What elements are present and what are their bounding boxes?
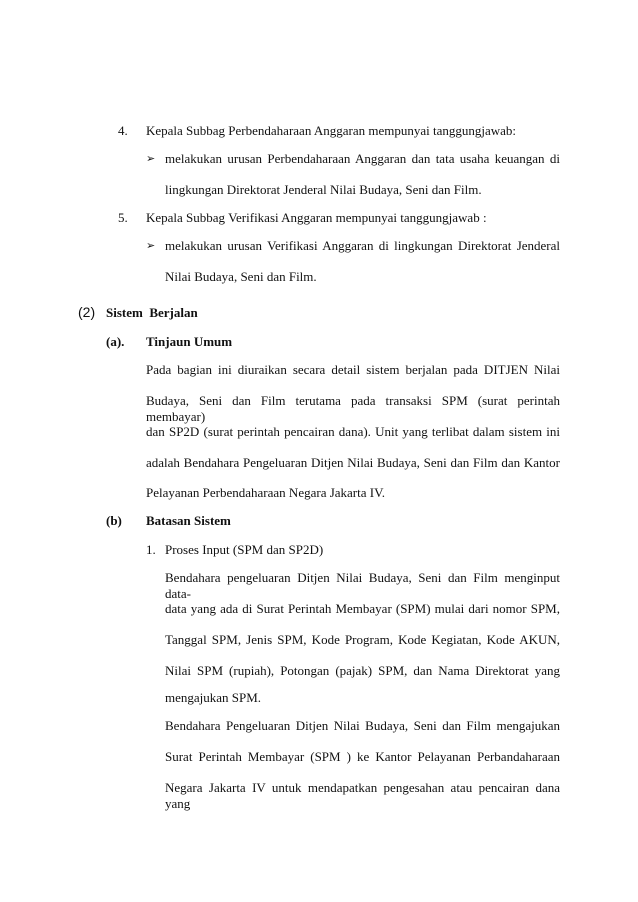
section-number: (2) xyxy=(78,304,96,320)
subsection-label-b: (b) xyxy=(106,513,122,528)
paragraph-line: Negara Jakarta IV untuk mendapatkan pengesahan atau pencairan dana yang xyxy=(165,780,560,811)
paragraph-line: Tanggal SPM, Jenis SPM, Kode Program, Kode Kegiatan, Kode AKUN, xyxy=(165,632,560,647)
section-title: Sistem Berjalan xyxy=(106,305,198,320)
item4-bullet-line2: lingkungan Direktorat Jenderal Nilai Budaya, Seni dan Film. xyxy=(165,182,482,197)
item5-bullet-line2: Nilai Budaya, Seni dan Film. xyxy=(165,269,317,284)
item-text-4: Kepala Subbag Perbendaharaan Anggaran mempunyai tanggungjawab: xyxy=(146,123,517,138)
item4-bullet-line1: melakukan urusan Perbendaharaan Anggaran dan tata usaha keuangan di xyxy=(165,151,560,166)
paragraph-line: Pelayanan Perbendaharaan Negara Jakarta IV. xyxy=(146,485,386,500)
list-number-1: 1. xyxy=(146,542,156,557)
subsection-heading-a: Tinjaun Umum xyxy=(146,334,233,349)
item5-bullet-line1: melakukan urusan Verifikasi Anggaran di lingkungan Direktorat Jenderal xyxy=(165,238,560,253)
subsection-label-a: (a). xyxy=(106,334,125,349)
paragraph-line: Bendahara Pengeluaran Ditjen Nilai Budaya, Seni dan Film mengajukan xyxy=(165,718,560,733)
paragraph-line: dan SP2D (surat perintah pencairan dana). Unit yang terlibat dalam sistem ini xyxy=(146,424,560,439)
paragraph-line: Bendahara pengeluaran Ditjen Nilai Budaya, Seni dan Film menginput data- xyxy=(165,570,560,601)
item-number-5: 5. xyxy=(118,210,128,225)
list-item-title: Proses Input (SPM dan SP2D) xyxy=(165,542,324,557)
paragraph-line: Budaya, Seni dan Film terutama pada transaksi SPM (surat perintah membayar) xyxy=(146,393,560,424)
paragraph-line: data yang ada di Surat Perintah Membayar (SPM) mulai dari nomor SPM, xyxy=(165,601,560,616)
item-number-4: 4. xyxy=(118,123,128,138)
bullet-arrow-icon: ➢ xyxy=(146,153,156,165)
paragraph-line: adalah Bendahara Pengeluaran Ditjen Nilai Budaya, Seni dan Film dan Kantor xyxy=(146,455,560,470)
paragraph-line: mengajukan SPM. xyxy=(165,690,262,705)
paragraph-line: Pada bagian ini diuraikan secara detail sistem berjalan pada DITJEN Nilai xyxy=(146,362,560,377)
bullet-arrow-icon: ➢ xyxy=(146,240,156,252)
paragraph-line: Nilai SPM (rupiah), Potongan (pajak) SPM, dan Nama Direktorat yang xyxy=(165,663,560,678)
paragraph-line: Surat Perintah Membayar (SPM ) ke Kantor Pelayanan Perbandaharaan xyxy=(165,749,560,764)
subsection-heading-b: Batasan Sistem xyxy=(146,513,231,528)
item-text-5: Kepala Subbag Verifikasi Anggaran mempunyai tanggungjawab : xyxy=(146,210,487,225)
